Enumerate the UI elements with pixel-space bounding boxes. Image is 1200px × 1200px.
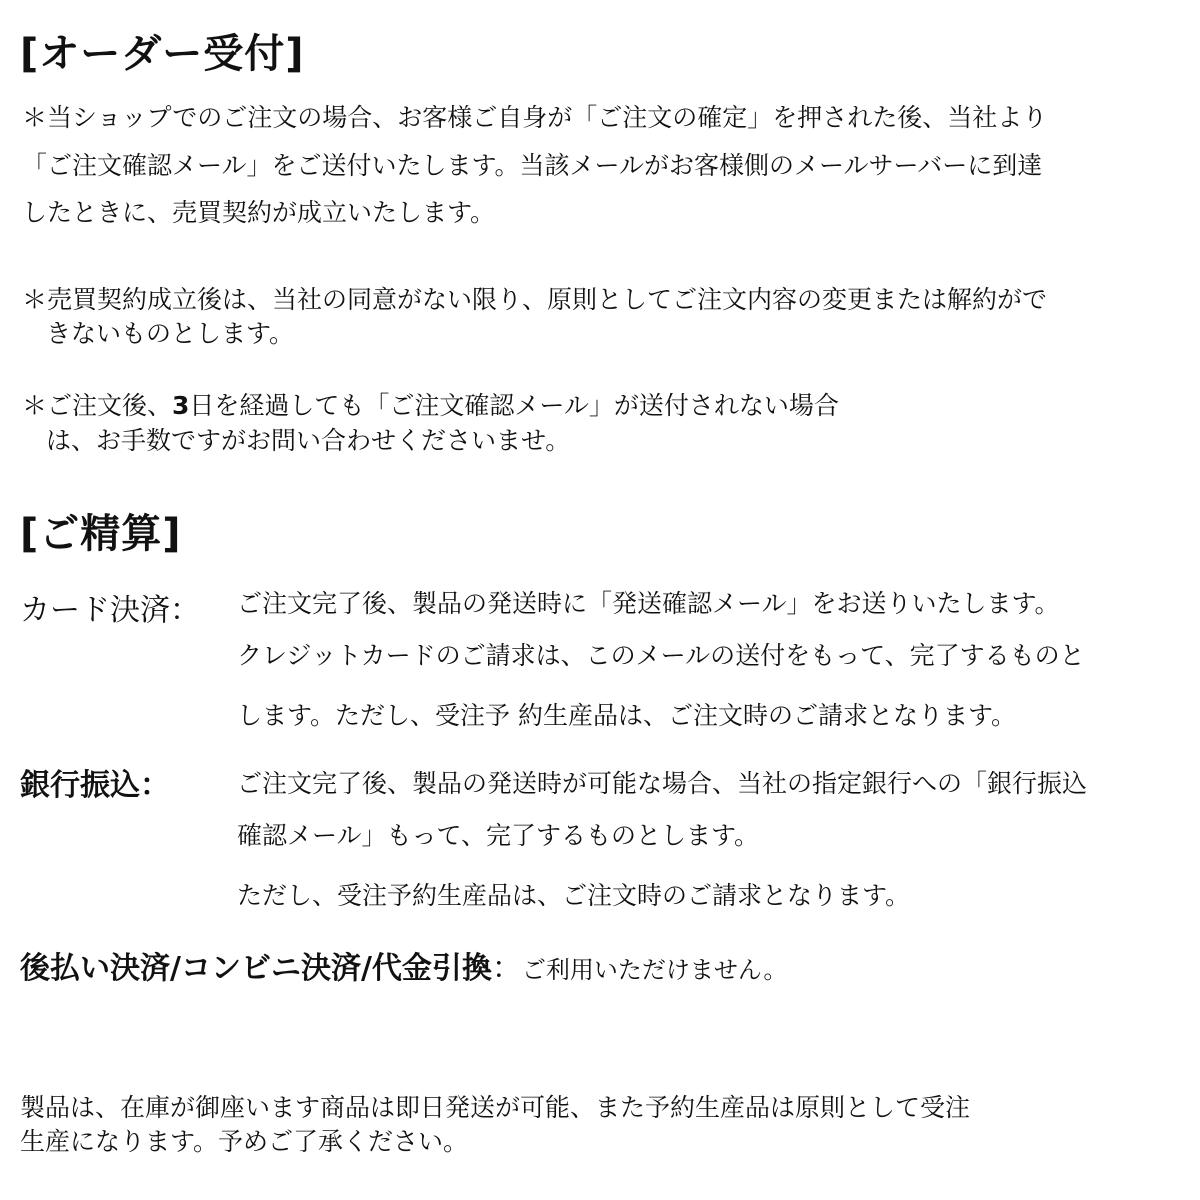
card-line1: ご注文完了後、製品の発送時に「発送確認メール」をお送りいたします。 — [237, 589, 1060, 618]
order-para3-line2: は、お手数ですがお問い合わせくださいませ。 — [46, 426, 571, 455]
order-para2-line2: きないものとします。 — [46, 319, 295, 348]
bank-line3: ただし、受注予約生産品は、ご注文時のご請求となります。 — [237, 881, 911, 910]
other-payment-row — [20, 943, 787, 987]
order-para3-line1 — [22, 390, 839, 422]
order-para1-line1: ＊当ショップでのご注文の場合、お客様ご自身が「ご注文の確定」を押された後、当社より — [22, 103, 1048, 132]
card-line3: します。ただし、受注予 約生産品は、ご注文時のご請求となります。 — [237, 701, 1016, 730]
bank-line1: ご注文完了後、製品の発送時が可能な場合、当社の指定銀行への「銀行振込 — [237, 769, 1088, 798]
bank-line2: 確認メール」もって、完了するものとします。 — [237, 821, 760, 850]
footer-note-line1: 製品は、在庫が御座います商品は即日発送が可能、また予約生産品は原則として受注 — [20, 1093, 971, 1122]
order-para3-days: 3 — [172, 391, 190, 420]
card-colon: ： — [170, 593, 200, 628]
order-para1-line3: したときに、売買契約が成立いたします。 — [22, 198, 496, 227]
order-para3-post: 日を経過しても「ご注文確認メール」が送付されない場合 — [189, 391, 839, 420]
other-payment-text: ご利用いただけません。 — [521, 956, 788, 984]
card-label-row — [20, 585, 200, 629]
card-line2: クレジットカードのご請求は、このメールの送付をもって、完了するものと — [237, 641, 1085, 670]
footer-note-line2: 生産になります。予めご了承ください。 — [20, 1127, 469, 1156]
card-label: カード決済 — [20, 593, 170, 628]
payment-heading: [ご精算] — [20, 511, 182, 557]
order-heading: [オーダー受付] — [20, 31, 305, 77]
order-para1-line2: 「ご注文確認メール」をご送付いたします。当該メールがお客様側のメールサーバーに到達 — [22, 151, 1043, 180]
bank-label: 銀行振込： — [20, 768, 170, 803]
other-payment-colon: ： — [491, 951, 522, 986]
order-para3-pre: ＊ご注文後、 — [22, 391, 173, 420]
other-payment-label: 後払い決済/コンビニ決済/代金引換 — [20, 951, 492, 986]
order-para2-line1: ＊売買契約成立後は、当社の同意がない限り、原則としてご注文内容の変更または解約がで — [22, 285, 1048, 314]
